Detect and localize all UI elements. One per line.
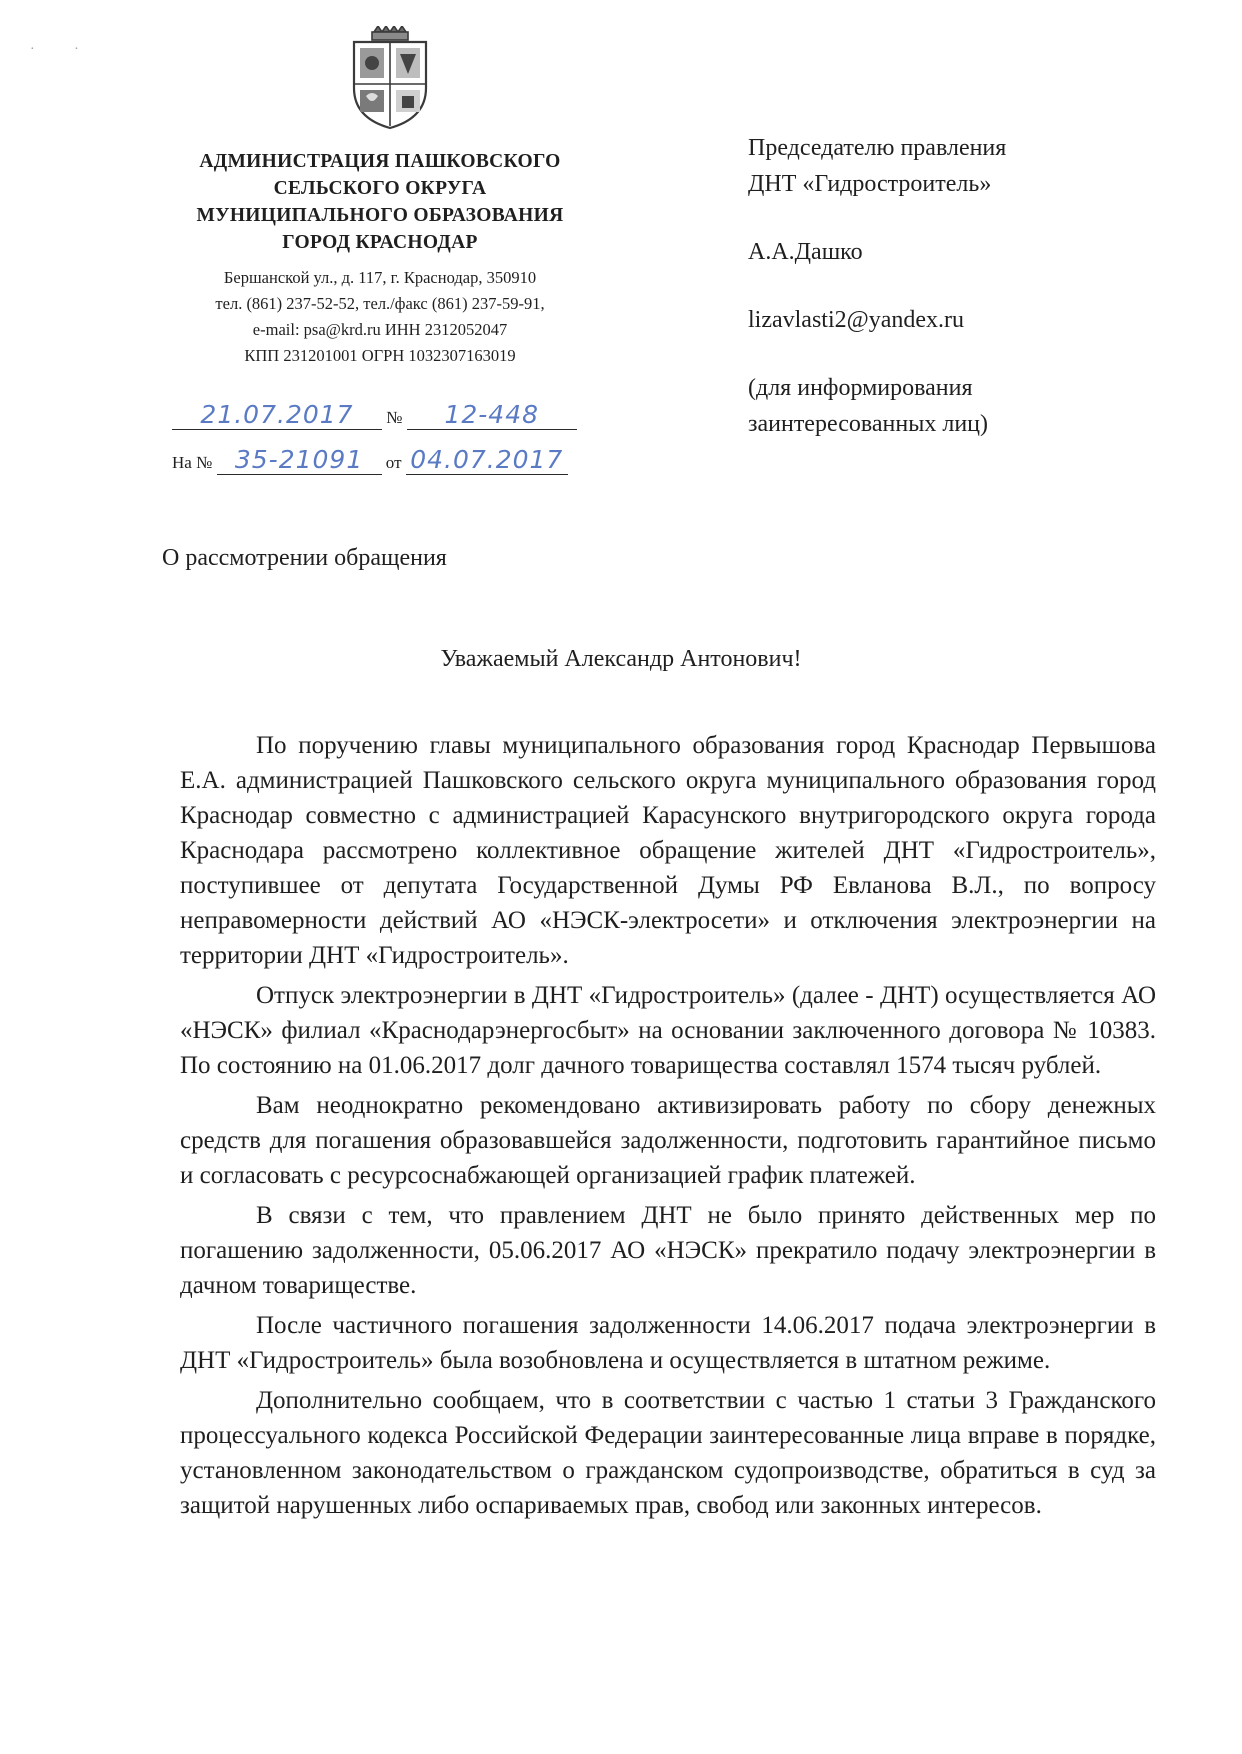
body-paragraph: В связи с тем, что правлением ДНТ не было принято действенных мер по погашению задолженности, 05.06.2017 АО «НЭСК» прекратило подачу электроэнергии в дачном товариществе. (180, 1202, 1156, 1299)
addressee-note: (для информирования (748, 375, 973, 401)
addressee-name: А.А.Дашко (748, 239, 863, 265)
org-name-line: ГОРОД КРАСНОДАР (282, 232, 478, 253)
organization-block (160, 148, 600, 369)
letter-greeting: Уважаемый Александр Антонович! (440, 646, 802, 672)
registration-date: 21.07.2017 (172, 400, 382, 430)
coat-of-arms-icon (348, 26, 432, 130)
reply-label: На № (172, 453, 213, 472)
number-label: № (386, 408, 403, 427)
addressee-note: заинтересованных лиц) (748, 411, 988, 437)
org-name-line: АДМИНИСТРАЦИЯ ПАШКОВСКОГО (199, 151, 561, 172)
body-paragraph: После частичного погашения задолженности 14.06.2017 подача электроэнергии в ДНТ «Гидростроитель» была возобновлена и осуществляется в штатном режиме. (180, 1312, 1156, 1374)
reply-number: 35-21091 (217, 445, 382, 475)
body-paragraph: Отпуск электроэнергии в ДНТ «Гидростроитель» (далее - ДНТ) осуществляется АО «НЭСК» филиал «Краснодарэнергосбыт» на основании заключенного договора № 10383. По состоянию на 01.06.2017 долг дачного товарищества составлял 1574 тысяч рублей. (180, 982, 1156, 1079)
addressee-organization: ДНТ «Гидростроитель» (748, 171, 992, 197)
organization-name (160, 148, 600, 256)
addressee-block (748, 130, 1006, 442)
body-paragraph: Дополнительно сообщаем, что в соответствии с частью 1 статьи 3 Гражданского процессуального кодекса Российской Федерации заинтересованные лица вправе в порядке, установленном законодательством о гражданском судопроизводстве, обратиться в суд за защитой нарушенных либо оспариваемых прав, свобод или законных интересов. (180, 1387, 1156, 1519)
scan-speck: · · (30, 42, 97, 57)
reply-date: 04.07.2017 (406, 445, 568, 475)
letter-body (180, 728, 1156, 1528)
registration-number: 12-448 (407, 400, 577, 430)
org-name-line: СЕЛЬСКОГО ОКРУГА (273, 178, 487, 199)
body-paragraph: Вам неоднократно рекомендовано активизировать работу по сбору денежных средств для погашения образовавшейся задолженности, подготовить гарантийное письмо и согласовать с ресурсоснабжающей организацией график платежей. (180, 1092, 1156, 1189)
addressee-title: Председателю правления (748, 135, 1007, 161)
org-name-line: МУНИЦИПАЛЬНОГО ОБРАЗОВАНИЯ (196, 205, 564, 226)
org-address: Бершанской ул., д. 117, г. Краснодар, 350910 (223, 268, 537, 287)
org-email-inn: e-mail: psa@krd.ru ИНН 2312052047 (252, 320, 508, 339)
from-label: от (385, 453, 402, 472)
addressee-email: lizavlasti2@yandex.ru (748, 307, 965, 333)
registration-line (172, 400, 577, 430)
body-paragraph: По поручению главы муниципального образования город Краснодар Первышова Е.А. администрацией Пашковского сельского округа муниципального образования город Краснодар совместно с администрацией Карасунского внутригородского округа города Краснодара рассмотрено коллективное обращение жителей ДНТ «Гидростроитель», поступившее от депутата Государственной Думы РФ Евланова В.Л., по вопросу неправомерности действий АО «НЭСК-электросети» и отключения электроэнергии на территории ДНТ «Гидростроитель». (180, 732, 1156, 969)
reply-reference-line (172, 445, 568, 475)
org-phones: тел. (861) 237-52-52, тел./факс (861) 237-59-91, (215, 294, 545, 313)
letter-subject: О рассмотрении обращения (162, 545, 447, 571)
org-kpp-ogrn: КПП 231201001 ОГРН 1032307163019 (244, 346, 516, 365)
organization-details (160, 265, 600, 369)
